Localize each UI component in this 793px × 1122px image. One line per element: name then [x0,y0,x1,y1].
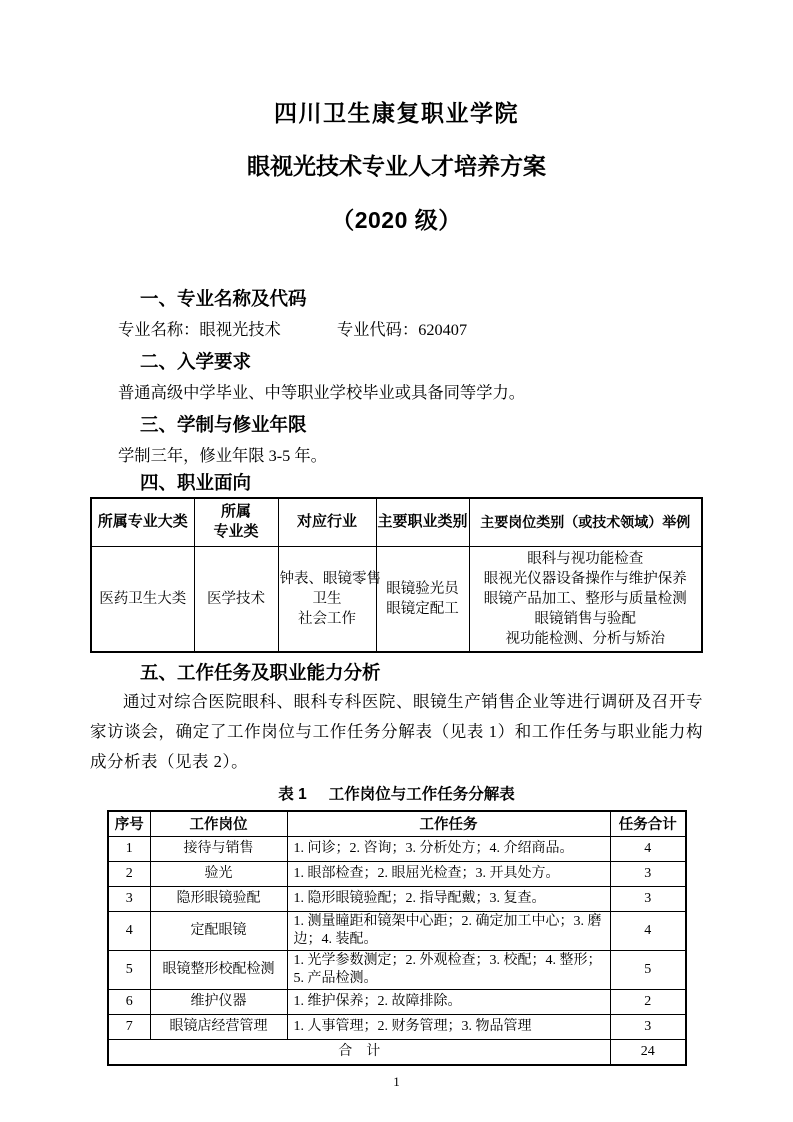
row-post: 眼镜整形校配检测 [150,951,287,990]
section-2-body: 普通高级中学毕业、中等职业学校毕业或具备同等学力。 [118,383,526,402]
col-header-major-category: 所属专业大类 [91,498,194,546]
task-table-header-row [108,811,686,837]
row-total: 3 [610,1015,686,1040]
row-tasks: 1. 光学参数测定；2. 外观检查；3. 校配；4. 整形；5. 产品检测。 [287,951,610,990]
career-orientation-table [90,497,703,653]
post-example-line: 眼科与视功能检查 [527,550,644,567]
row-total: 3 [610,887,686,912]
col-header-industry: 对应行业 [278,498,376,546]
table-caption-label: 表 1 [278,785,307,803]
row-post: 验光 [150,862,287,887]
section-2-heading: 二、入学要求 [140,351,252,372]
occupation-cell [376,546,469,652]
page-subtitle: 眼视光技术专业人才培养方案 [247,153,546,179]
row-tasks: 1. 问诊；2. 咨询；3. 分析处方；4. 介绍商品。 [287,837,610,862]
total-row-label: 合 计 [108,1040,610,1065]
post-example-line: 眼视光仪器设备操作与维护保养 [483,570,687,587]
row-total: 4 [610,912,686,951]
document-title-block [0,0,793,233]
section-1-body [90,316,703,344]
col-header-post: 工作岗位 [150,811,287,837]
section-5-heading: 五、工作任务及职业能力分析 [140,661,381,683]
career-table-header-row [91,498,702,546]
post-example-line: 视功能检测、分析与矫治 [505,630,665,647]
col-header-occupation: 主要职业类别 [376,498,469,546]
table-row [108,912,686,951]
col-header-category-line1: 所属 [220,503,251,521]
task-table-caption [90,785,703,805]
row-no: 2 [108,862,150,887]
section-4-heading: 四、职业面向 [140,472,252,493]
occupation-line: 眼镜验光员 [386,580,459,597]
document-body [90,287,703,1090]
table-caption-title: 工作岗位与工作任务分解表 [328,785,515,803]
row-tasks: 1. 测量瞳距和镜架中心距；2. 确定加工中心；3. 磨边；4. 装配。 [287,912,610,951]
table-row [108,951,686,990]
table-row [108,1015,686,1040]
col-header-post-examples: 主要岗位类别（或技术领域）举例 [469,498,702,546]
career-table-data-row [91,546,702,652]
col-header-category-line2: 专业类 [213,523,259,541]
row-post: 接待与销售 [150,837,287,862]
row-no: 4 [108,912,150,951]
row-post: 隐形眼镜验配 [150,887,287,912]
table-row [108,887,686,912]
category-cell: 医学技术 [194,546,278,652]
major-name-label: 专业名称：眼视光技术 [118,320,281,339]
table-row [108,990,686,1015]
col-header-task-total: 任务合计 [610,811,686,837]
section-3-heading: 三、学制与修业年限 [140,414,307,435]
col-header-category [194,498,278,546]
occupation-line: 眼镜定配工 [386,600,459,617]
page-number: 1 [393,1073,400,1089]
row-tasks: 1. 眼部检查；2. 眼屈光检查；3. 开具处方。 [287,862,610,887]
page-title: 四川卫生康复职业学院 [274,100,519,126]
col-header-tasks: 工作任务 [287,811,610,837]
row-no: 7 [108,1015,150,1040]
section-5-paragraph: 通过对综合医院眼科、眼科专科医院、眼镜生产销售企业等进行调研及召开专家访谈会，确定了工作岗位与工作任务分解表（见表 1）和工作任务与职业能力构成分析表（见表 2）。 [90,691,703,771]
table-row [108,837,686,862]
industry-line: 钟表、眼镜零售 [279,570,381,587]
row-post: 眼镜店经营管理 [150,1015,287,1040]
row-total: 2 [610,990,686,1015]
section-1-heading: 一、专业名称及代码 [140,288,307,309]
row-no: 6 [108,990,150,1015]
section-3-body: 学制三年，修业年限 3-5 年。 [118,446,327,465]
post-examples-cell [469,546,702,652]
row-total: 3 [610,862,686,887]
row-tasks: 1. 人事管理；2. 财务管理；3. 物品管理 [287,1015,610,1040]
table-row [108,862,686,887]
total-row-value: 24 [610,1040,686,1065]
row-no: 1 [108,837,150,862]
major-category-cell: 医药卫生大类 [91,546,194,652]
row-post: 维护仪器 [150,990,287,1015]
row-total: 5 [610,951,686,990]
industry-cell [278,546,381,652]
cohort-year-title: （2020 级） [331,207,462,233]
industry-line: 社会工作 [298,610,356,627]
row-tasks: 1. 隐形眼镜验配；2. 指导配戴；3. 复查。 [287,887,610,912]
row-total: 4 [610,837,686,862]
work-task-table [107,810,687,1066]
post-example-line: 眼镜产品加工、整形与质量检测 [483,590,687,607]
major-code-label: 专业代码：620407 [336,320,468,339]
row-tasks: 1. 维护保养；2. 故障排除。 [287,990,610,1015]
industry-line: 卫生 [312,590,342,607]
row-no: 5 [108,951,150,990]
post-example-line: 眼镜销售与验配 [534,610,636,627]
task-table-total-row [108,1040,686,1065]
row-post: 定配眼镜 [150,912,287,951]
col-header-no: 序号 [108,811,150,837]
row-no: 3 [108,887,150,912]
